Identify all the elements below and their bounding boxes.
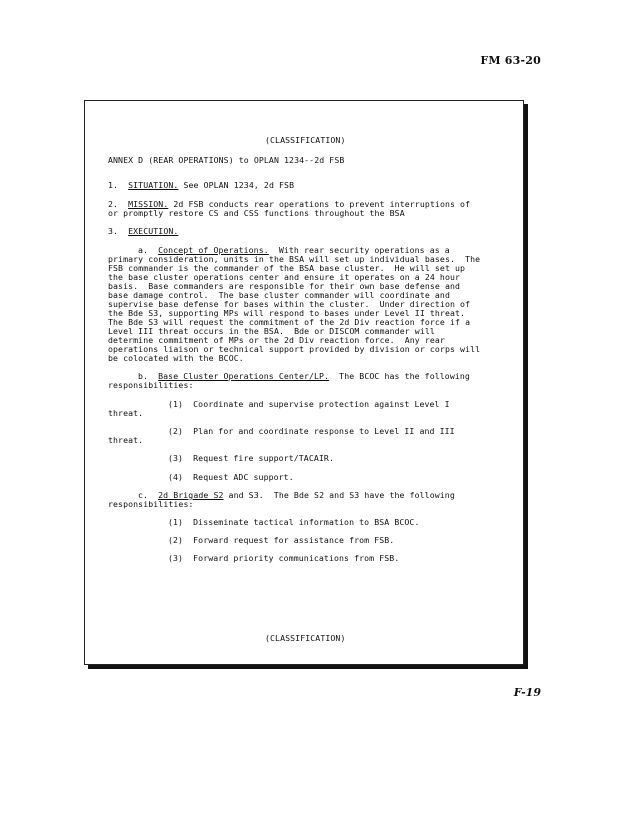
list-item: [168, 473, 294, 482]
list-item-num: (3): [168, 453, 184, 463]
para-3a-line: operations liaison or technical support provided by division or corps will: [108, 344, 481, 354]
list-item-num: (1): [168, 399, 184, 409]
para-3a-line: The Bde S3 will request the commitment of the 2d Div reaction force if a: [108, 317, 471, 327]
document-body: [108, 100, 513, 643]
list-item-text: Forward priority communications from FSB.: [193, 553, 400, 563]
list-item: [168, 536, 394, 545]
list-item-num: (4): [168, 472, 184, 482]
para-3: [108, 227, 178, 236]
para-1-text: See OPLAN 1234, 2d FSB: [178, 180, 295, 190]
para-2-num: 2.: [108, 199, 119, 209]
para-3c-label: c.: [138, 490, 149, 500]
para-3b-line2: responsibilities:: [108, 380, 194, 390]
para-3b-label: b.: [138, 371, 149, 381]
list-item: [168, 400, 450, 409]
para-3-heading: EXECUTION.: [128, 226, 179, 236]
list-item: [168, 454, 334, 463]
para-2-line2: or promptly restore CS and CSS functions throughout the BSA: [108, 208, 405, 218]
para-3a-line: supervise base defense for bases within the cluster. Under direction of: [108, 299, 471, 309]
page-header: FM 63-20: [480, 54, 541, 67]
para-1-num: 1.: [108, 180, 119, 190]
list-item: [168, 427, 455, 436]
page-number: F-19: [513, 686, 541, 699]
para-3a-line: be colocated with the BCOC.: [108, 353, 244, 363]
list-item-text: Disseminate tactical information to BSA BCOC.: [193, 517, 420, 527]
para-3a-label: a.: [138, 245, 149, 255]
list-item-text: Forward request for assistance from FSB.: [193, 535, 395, 545]
para-3a-line: basis. Base commanders are responsible for their own base defense and: [108, 281, 461, 291]
classification-top: (CLASSIFICATION): [265, 135, 346, 145]
para-3c-heading: 2d Brigade S2: [158, 490, 224, 500]
list-item-num: (2): [168, 535, 184, 545]
para-3a-line: determine commitment of MPs or the 2d Div reaction force. Any rear: [108, 335, 445, 345]
para-3a-line: primary consideration, units in the BSA will set up individual bases. The: [108, 254, 481, 264]
list-item-text: Request fire support/TACAIR.: [193, 453, 334, 463]
list-item-cont: threat.: [108, 408, 144, 418]
list-item-cont: threat.: [108, 435, 144, 445]
list-item-text: Coordinate and supervise protection against Level I: [193, 399, 450, 409]
para-2-heading: MISSION.: [128, 199, 169, 209]
para-3c-first-rest: and S3. The Bde S2 and S3 have the following: [223, 490, 455, 500]
list-item-num: (2): [168, 426, 184, 436]
annex-title: ANNEX D (REAR OPERATIONS) to OPLAN 1234--2d FSB: [108, 155, 345, 165]
list-item-text: Plan for and coordinate response to Level II and III: [193, 426, 455, 436]
para-3-num: 3.: [108, 226, 119, 236]
para-3c-line2: responsibilities:: [108, 499, 194, 509]
list-item-text: Request ADC support.: [193, 472, 294, 482]
classification-bottom: (CLASSIFICATION): [265, 633, 346, 643]
para-3a-line: FSB commander is the commander of the BSA base cluster. He will set up: [108, 263, 466, 273]
para-1-heading: SITUATION.: [128, 180, 179, 190]
list-item: [168, 518, 419, 527]
list-item-num: (1): [168, 517, 184, 527]
para-1: [108, 181, 294, 190]
para-3a-line: the base cluster operations center and ensure it operates on a 24 hour: [108, 272, 461, 282]
para-3a-line: the Bde S3, supporting MPs will respond to bases under Level II threat.: [108, 308, 466, 318]
para-3a-heading: Concept of Operations.: [158, 245, 269, 255]
para-3b-heading: Base Cluster Operations Center/LP.: [158, 371, 330, 381]
para-3a-first-rest: With rear security operations as a: [268, 245, 450, 255]
list-item: [168, 554, 399, 563]
para-2-line1: 2d FSB conducts rear operations to prevent interruptions of: [168, 199, 471, 209]
para-3a-line: base damage control. The base cluster commander will coordinate and: [108, 290, 450, 300]
list-item-num: (3): [168, 553, 184, 563]
para-3b-first-rest: The BCOC has the following: [329, 371, 470, 381]
para-3a-line: Level III threat occurs in the BSA. Bde or DISCOM commander will: [108, 326, 435, 336]
